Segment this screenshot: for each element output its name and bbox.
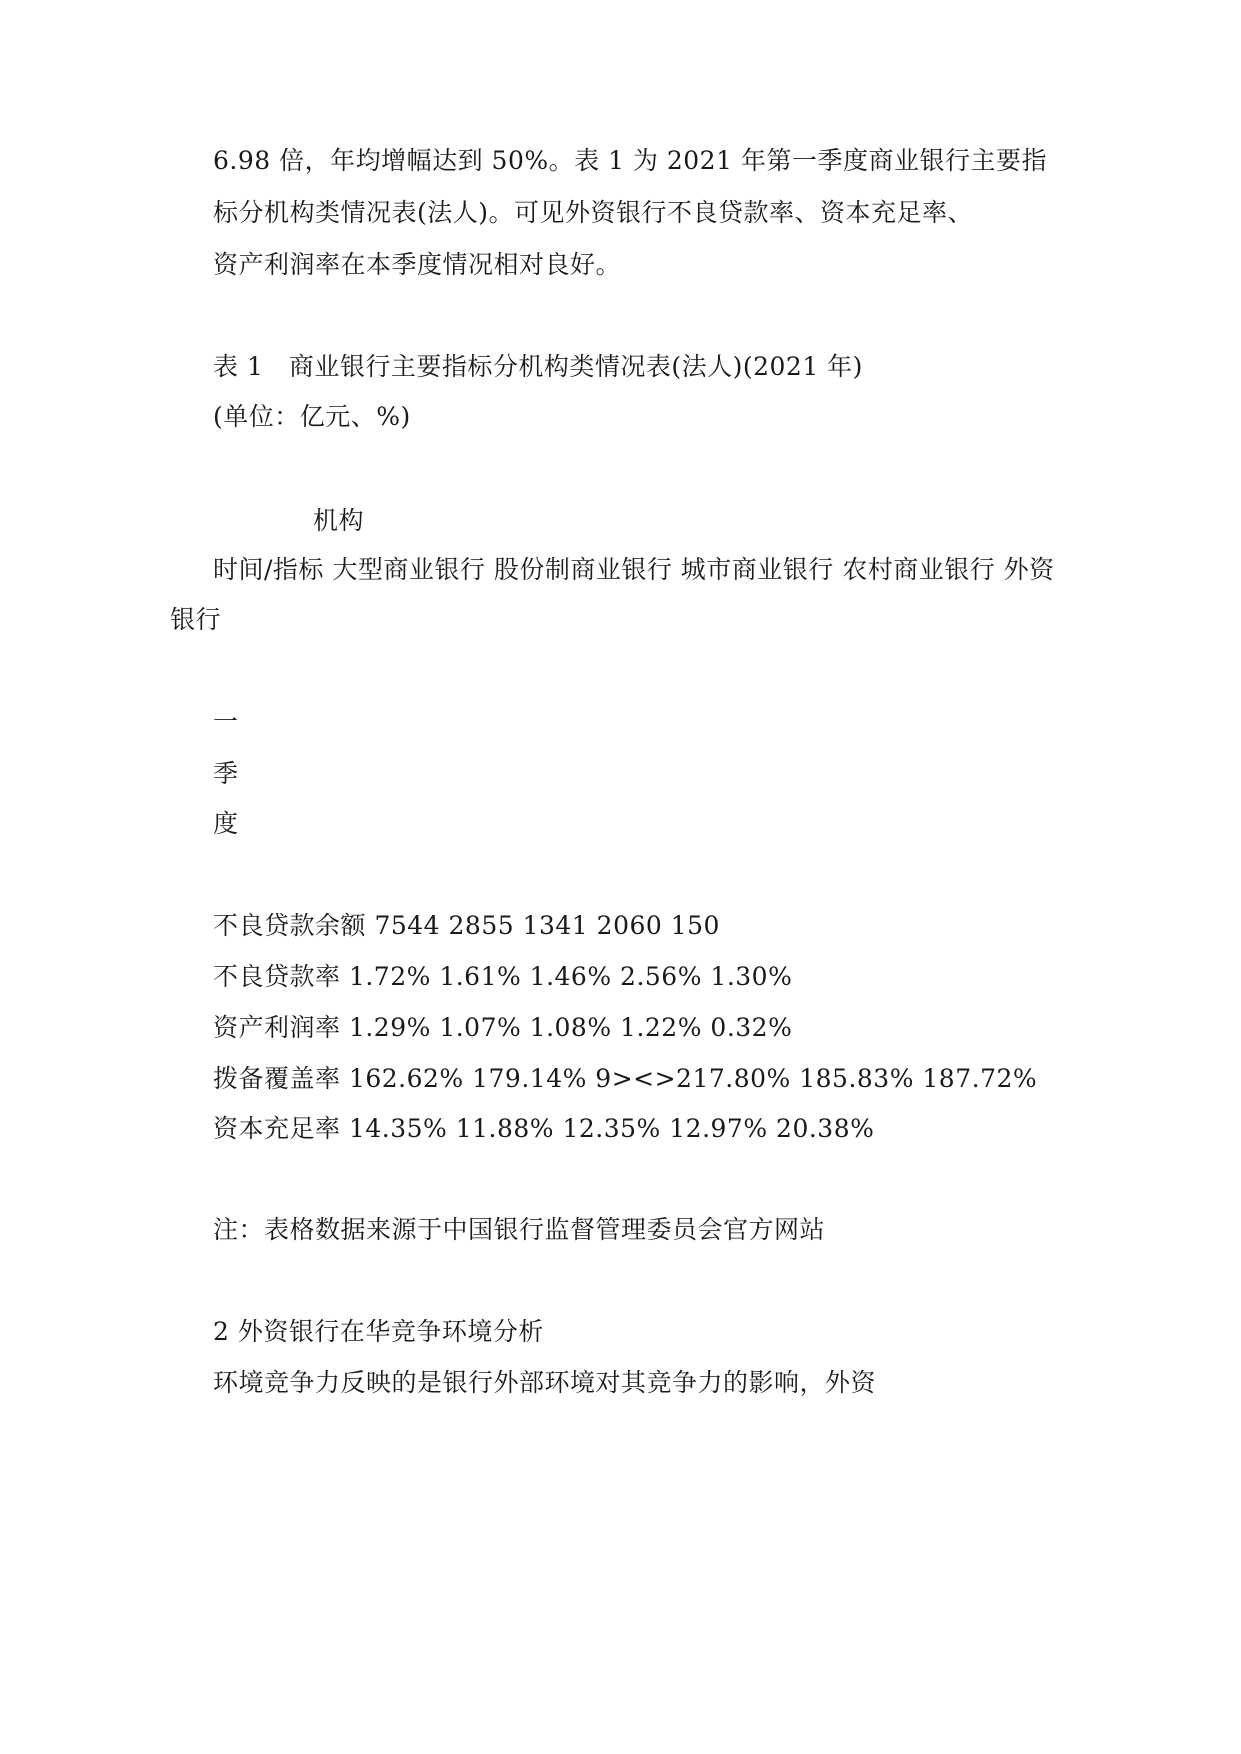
intro-line: 标分机构类情况表(法人)。可见外资银行不良贷款率、资本充足率、 [213,198,974,227]
table-header-institution: 机构 [313,506,365,535]
table-row: 拨备覆盖率 162.62% 179.14% 9><>217.80% 185.83% 187.72% [213,1064,1038,1093]
table-unit: (单位：亿元、%) [213,402,411,431]
table-row: 不良贷款率 1.72% 1.61% 1.46% 2.56% 1.30% [213,962,793,991]
table-caption: 表 1 商业银行主要指标分机构类情况表(法人)(2021 年) [213,352,863,381]
table-row: 不良贷款余额 7544 2855 1341 2060 150 [213,911,720,940]
table-period-char: 一 [213,707,239,736]
section-body-line: 环境竞争力反映的是银行外部环境对其竞争力的影响，外资 [213,1368,877,1397]
intro-line: 6.98 倍，年均增幅达到 50%。表 1 为 2021 年第一季度商业银行主要指 [213,146,1047,175]
table-note: 注：表格数据来源于中国银行监督管理委员会官方网站 [213,1215,826,1244]
table-period-char: 度 [213,809,239,838]
table-row: 资产利润率 1.29% 1.07% 1.08% 1.22% 0.32% [213,1013,793,1042]
table-row: 资本充足率 14.35% 11.88% 12.35% 12.97% 20.38% [213,1114,875,1143]
intro-line: 资产利润率在本季度情况相对良好。 [213,250,622,279]
table-header-row: 时间/指标 大型商业银行 股份制商业银行 城市商业银行 农村商业银行 外资 [213,555,1055,584]
section-heading: 2 外资银行在华竞争环境分析 [213,1317,544,1346]
table-header-row-wrap: 银行 [170,605,222,634]
table-period-char: 季 [213,759,239,788]
